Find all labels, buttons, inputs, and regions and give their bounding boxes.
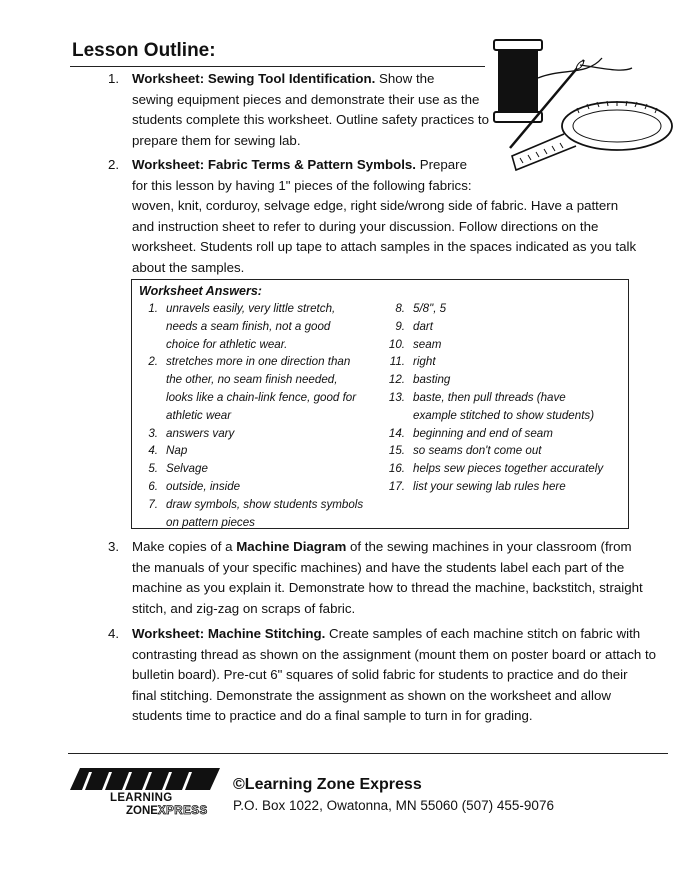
- answer-text: beginning and end of seam: [413, 426, 553, 440]
- answer-text: on pattern pieces: [166, 515, 255, 529]
- answer-text: the other, no seam finish needed,: [166, 373, 338, 387]
- lesson-item-line: [132, 558, 643, 579]
- answer-text: unravels easily, very little stretch,: [166, 302, 336, 315]
- line-text: students complete this worksheet. Outline safety practices to: [132, 112, 489, 127]
- lesson-item-line: [132, 537, 643, 558]
- lesson-item-line: [132, 706, 656, 727]
- line-text: stitch, and zig-zag on scraps of fabric.: [132, 600, 356, 616]
- answer-text: example stitched to show students): [413, 408, 595, 422]
- line-text: woven, knit, corduroy, selvage edge, right side/wrong side of fabric. Have a pattern: [132, 198, 619, 213]
- answer-number: 11.: [389, 355, 405, 369]
- lesson-item-number: 4.: [108, 626, 120, 641]
- line-text: contrasting thread as shown on the assignment (mount them on poster board or attach to: [132, 646, 657, 662]
- answer-text: answers vary: [166, 426, 235, 440]
- worksheet-answers-box: [131, 279, 629, 529]
- answer-number: 13.: [388, 391, 405, 404]
- line-text: and instruction sheet to refer to during your discussion. Follow directions on the: [132, 218, 599, 234]
- line-bold-heading: Machine Diagram: [236, 539, 347, 554]
- lesson-outline-title: Lesson Outline:: [72, 40, 216, 61]
- lesson-item-line: [132, 110, 489, 131]
- footer-divider: [68, 753, 668, 754]
- answer-text: needs a seam finish, not a good: [166, 319, 331, 333]
- answer-text: list your sewing lab rules here: [413, 480, 566, 493]
- line-text: students time to practice and do a final sample to turn in for grading.: [132, 708, 533, 723]
- answer-number: 3.: [148, 426, 158, 440]
- answer-number: 8.: [395, 302, 405, 315]
- answer-number: 15.: [388, 444, 405, 458]
- lesson-item-line: [132, 217, 636, 238]
- answer-number: 12.: [388, 373, 405, 387]
- line-text: prepare them for sewing lab.: [132, 132, 301, 148]
- lesson-item-line: [132, 686, 656, 707]
- answer-text: dart: [413, 319, 433, 333]
- answer-text: basting: [413, 373, 451, 387]
- answer-number: 4.: [148, 444, 158, 458]
- line-text: the manuals of your specific machines) and have the students label each part of the: [132, 559, 625, 575]
- lesson-item-number: 1.: [108, 71, 120, 86]
- lesson-item-line: [132, 599, 643, 620]
- line-text: machine as you explain it. Demonstrate how to thread the machine, backstitch, straight: [132, 580, 643, 595]
- answer-number: 16.: [388, 462, 405, 476]
- address-text: P.O. Box 1022, Owatonna, MN 55060 (507) 455-9076: [233, 798, 554, 813]
- logo-text-xpress: XPRESS: [157, 805, 208, 817]
- lesson-item-line: [132, 196, 636, 217]
- answer-text: so seams don't come out: [413, 444, 542, 458]
- answer-text: looks like a chain-link fence, good for: [166, 390, 357, 404]
- line-text: bulletin board). Pre-cut 6" squares of solid fabric for students to practice and do their: [132, 667, 628, 682]
- line-text: Show the: [375, 71, 435, 86]
- lesson-item-line: [132, 90, 489, 111]
- answer-text: Nap: [166, 444, 188, 458]
- answer-number: 1.: [148, 302, 158, 315]
- answer-text: draw symbols, show students symbols: [166, 497, 364, 511]
- answer-text: seam: [413, 337, 442, 351]
- logo-text-line1: LEARNING: [110, 792, 173, 804]
- sewing-tools-illustration: [492, 38, 677, 173]
- line-bold-heading: Worksheet: Machine Stitching.: [132, 626, 326, 641]
- answer-number: 7.: [148, 497, 158, 511]
- answer-number: 9.: [395, 319, 405, 333]
- line-text: Create samples of each machine stitch on fabric with: [325, 626, 641, 641]
- answer-text: 5/8", 5: [413, 302, 447, 315]
- answer-text: stretches more in one direction than: [166, 355, 351, 369]
- answer-text: athletic wear: [166, 408, 232, 422]
- copyright-text: ©Learning Zone Express: [233, 776, 422, 793]
- thread-spool-icon: [494, 40, 542, 122]
- line-text: about the samples.: [132, 259, 245, 275]
- answer-number: 5.: [148, 462, 158, 476]
- answer-text: choice for athletic wear.: [166, 337, 288, 351]
- line-text: Make copies of a: [132, 539, 237, 554]
- answer-number: 10.: [388, 337, 405, 351]
- line-text: final stitching. Demonstrate the assignment as shown on the worksheet and allow: [132, 687, 611, 703]
- lesson-item-line: [132, 131, 489, 152]
- answer-text: baste, then pull threads (have: [413, 391, 566, 404]
- lesson-item-line: [132, 645, 656, 666]
- line-text: worksheet. Students roll up tape to attach samples in the spaces indicated as you talk: [132, 239, 637, 254]
- logo-stripes-icon: [70, 766, 230, 792]
- answer-number: 17.: [388, 480, 405, 493]
- answer-text: right: [413, 355, 436, 369]
- answer-text: Selvage: [166, 462, 208, 476]
- answer-text: helps sew pieces together accurately: [413, 462, 604, 476]
- answer-number: 14.: [388, 426, 405, 440]
- lesson-item-number: 2.: [108, 157, 120, 172]
- lesson-item-line: [132, 258, 636, 279]
- answer-number: 6.: [148, 480, 158, 493]
- title-underline: [70, 66, 485, 67]
- line-text: for this lesson by having 1" pieces of the following fabrics:: [132, 177, 472, 193]
- lesson-item-number: 3.: [108, 539, 120, 554]
- line-bold-heading: Worksheet: Fabric Terms & Pattern Symbols.: [132, 157, 416, 172]
- line-bold-heading: Worksheet: Sewing Tool Identification.: [132, 71, 376, 86]
- answer-text: outside, inside: [166, 480, 241, 493]
- lesson-item-line: [132, 624, 656, 645]
- learning-zone-express-logo: [70, 766, 230, 817]
- lesson-item-line: [132, 176, 636, 197]
- line-text: of the sewing machines in your classroom (from: [346, 539, 632, 554]
- worksheet-answers-title: Worksheet Answers:: [139, 284, 262, 298]
- lesson-item-line: [132, 237, 636, 258]
- answer-number: 2.: [148, 355, 158, 369]
- lesson-item-line: [132, 69, 489, 90]
- lesson-item-line: [132, 155, 636, 176]
- logo-text-zone: ZONE: [126, 805, 158, 817]
- lesson-item-line: [132, 665, 656, 686]
- line-text: sewing equipment pieces and demonstrate their use as the: [132, 91, 480, 107]
- line-text: Prepare: [416, 157, 467, 172]
- lesson-item-line: [132, 578, 643, 599]
